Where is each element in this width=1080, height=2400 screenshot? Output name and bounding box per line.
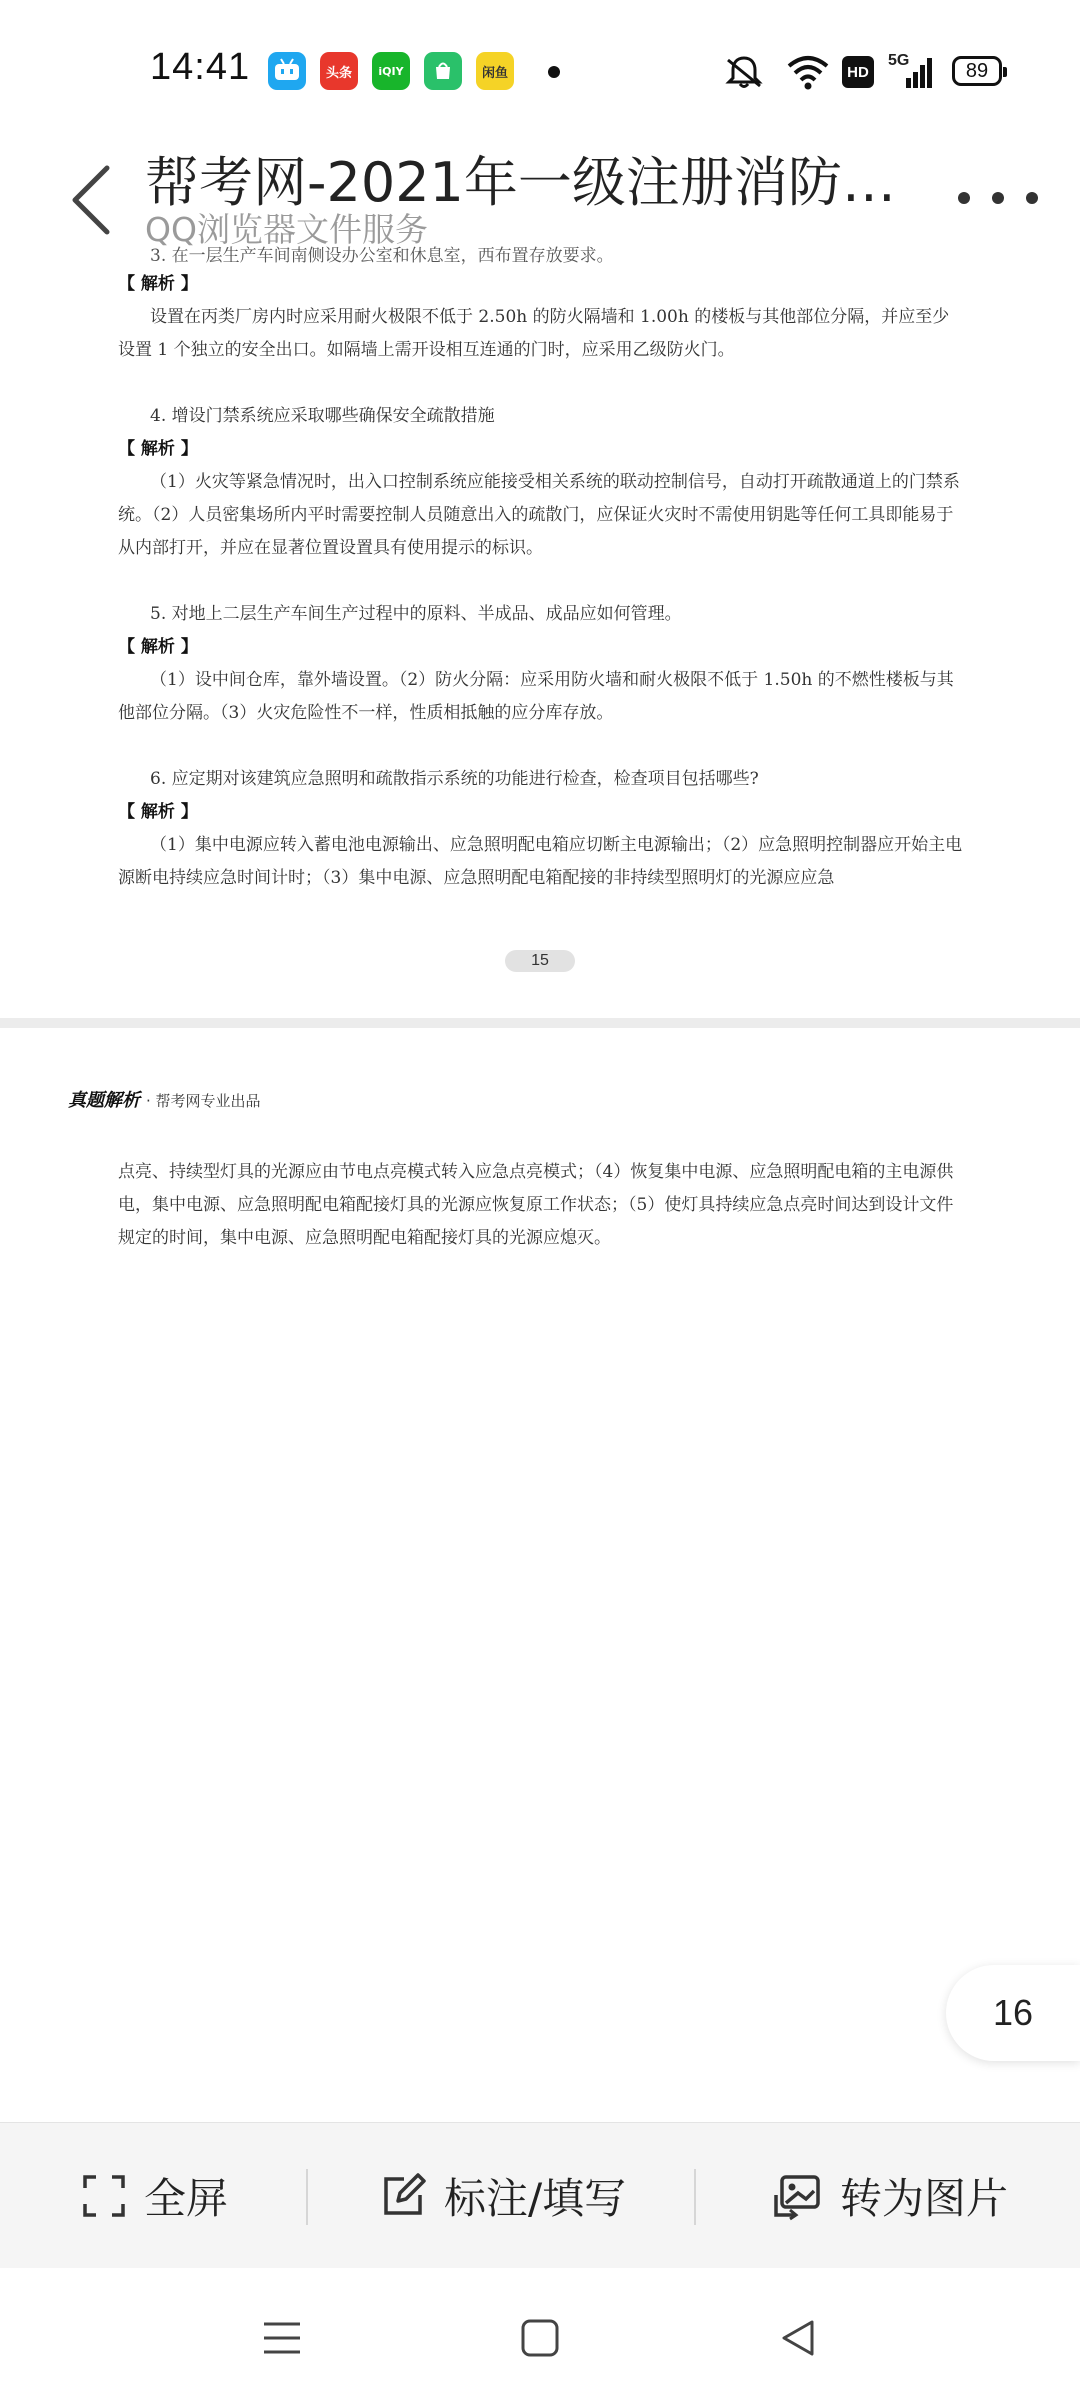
shop-app-icon — [424, 52, 462, 90]
question-text: 4. 增设门禁系统应采取哪些确保安全疏散措施 — [150, 406, 495, 426]
nav-back-button[interactable] — [768, 2308, 828, 2368]
convert-to-image-label: 转为图片 — [840, 2174, 1009, 2223]
toolbar-divider — [694, 2169, 696, 2225]
analysis-text: （1）集中电源应转入蓄电池电源输出、应急照明配电箱应切断主电源输出；（2）应急照明控制器应开始主电源断电持续应急时间计时；（3）集中电源、应急照明配电箱配接的非持续型照明灯的光源应应急 — [118, 835, 963, 888]
fullscreen-icon — [82, 2174, 126, 2218]
analysis-text: （1）设中间仓库，靠外墙设置。（2）防火分隔：应采用防火墙和耐火极限不低于 1.50h 的不燃性楼板与其他部位分隔。（3）火灾危险性不一样，性质相抵触的应分库存放。 — [118, 670, 954, 723]
more-options-button[interactable] — [958, 178, 1038, 218]
analysis-text: （1）火灾等紧急情况时，出入口控制系统应能接受相关系统的联动控制信号，自动打开疏散通道上的门禁系统。（2）人员密集场所内平时需要控制人员随意出入的疏散门，应保证火灾时不需使用钥匙等任何工具即能易于从内部打开，并应在显著位置设置具有使用提示的标识。 — [118, 472, 960, 558]
convert-to-image-button[interactable] — [772, 2123, 1008, 2269]
document-page — [0, 246, 1080, 1018]
header-sub: · 帮考网专业出品 — [146, 1092, 261, 1110]
system-nav-bar — [0, 2268, 1080, 2400]
home-square-icon — [520, 2318, 560, 2358]
network-type: 5G — [888, 52, 910, 69]
nav-menu-button[interactable] — [252, 2308, 312, 2368]
analysis-text: 设置在丙类厂房内时应采用耐火极限不低于 2.50h 的防火隔墙和 1.00h 的楼板与其他部位分隔，并应至少设置 1 个独立的安全出口。如隔墙上需开设相互连通的门时，应采用乙级防火门。 — [118, 307, 950, 360]
annotate-button[interactable] — [380, 2123, 626, 2269]
xianyu-app-icon: 闲鱼 — [476, 52, 514, 90]
fullscreen-label: 全屏 — [144, 2174, 229, 2223]
analysis-label: 【 解析 】 — [118, 802, 198, 822]
analysis-label: 【 解析 】 — [118, 274, 198, 294]
back-triangle-icon — [778, 2318, 818, 2358]
battery-indicator: 89 — [952, 56, 1002, 86]
page-number: 15 — [505, 950, 575, 972]
hd-icon: HD — [842, 56, 874, 88]
mute-icon — [722, 52, 766, 92]
document-subtitle: QQ浏览器文件服务 — [145, 210, 428, 249]
edit-icon — [380, 2173, 426, 2219]
toolbar-divider — [306, 2169, 308, 2225]
partial-line: 3. 在一层生产车间南侧设办公室和休息室，西布置存放要求。 — [150, 246, 614, 266]
current-page-badge[interactable]: 16 — [946, 1965, 1080, 2061]
back-button[interactable] — [56, 150, 126, 250]
dot — [992, 192, 1004, 204]
toutiao-app-icon: 头条 — [320, 52, 358, 90]
notification-dot — [548, 66, 560, 78]
chevron-left-icon — [69, 164, 113, 236]
image-convert-icon — [772, 2173, 822, 2219]
document-title: 帮考网-2021年一级注册消防… — [145, 151, 896, 214]
bottom-toolbar — [0, 2122, 1080, 2269]
annotate-label: 标注/填写 — [444, 2174, 627, 2223]
page-header — [68, 1084, 261, 1118]
menu-icon — [262, 2318, 302, 2358]
status-bar — [0, 0, 1080, 140]
analysis-text: 点亮、持续型灯具的光源应由节电点亮模式转入应急点亮模式；（4）恢复集中电源、应急照明配电箱的主电源供电，集中电源、应急照明配电箱配接灯具的光源应恢复原工作状态；（5）使灯具持续应急点亮时间达到设计文件规定的时间，集中电源、应急照明配电箱配接灯具的光源应熄灭。 — [118, 1162, 954, 1248]
page-divider — [0, 1018, 1080, 1028]
document-page — [0, 1028, 1080, 2128]
header-brand: 真题解析 — [68, 1090, 140, 1111]
nav-home-button[interactable] — [510, 2308, 570, 2368]
dot — [958, 192, 970, 204]
analysis-label: 【 解析 】 — [118, 637, 198, 657]
fullscreen-button[interactable] — [82, 2123, 228, 2269]
iqiyi-app-icon: iQIY — [372, 52, 410, 90]
analysis-label: 【 解析 】 — [118, 439, 198, 459]
question-text: 6. 应定期对该建筑应急照明和疏散指示系统的功能进行检查，检查项目包括哪些? — [150, 769, 759, 789]
bilibili-app-icon — [268, 52, 306, 90]
wifi-icon — [786, 52, 830, 92]
question-text: 5. 对地上二层生产车间生产过程中的原料、半成品、成品应如何管理。 — [150, 604, 682, 624]
document-viewer[interactable] — [0, 246, 1080, 2122]
status-time: 14:41 — [150, 46, 251, 88]
dot — [1026, 192, 1038, 204]
